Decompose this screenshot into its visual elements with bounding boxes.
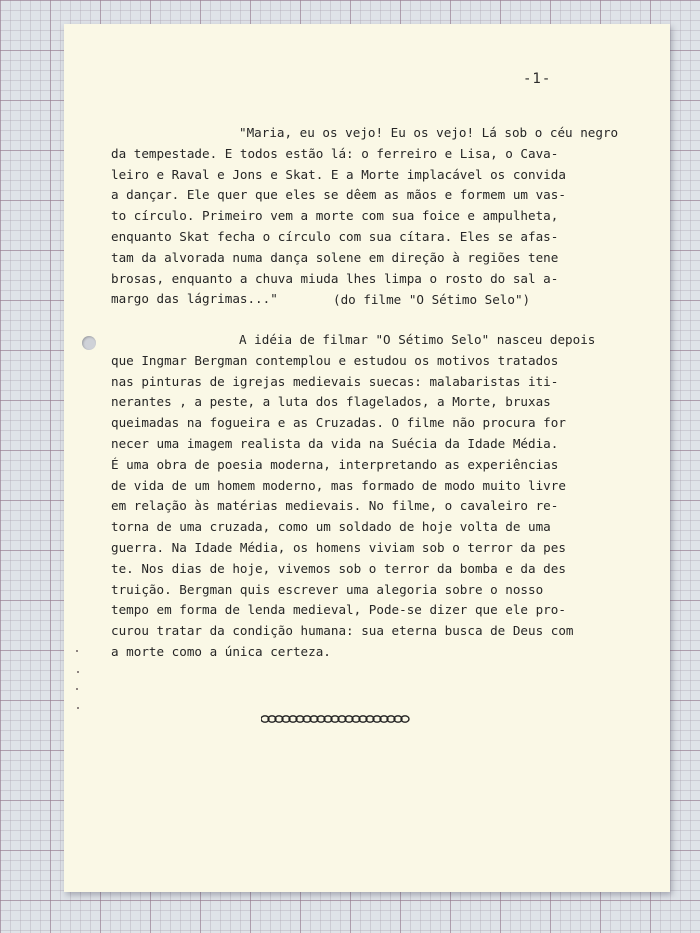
text-line: a morte como a única certeza. — [111, 643, 331, 659]
text-line: curou tratar da condição humana: sua eterna busca de Deus com — [111, 623, 574, 639]
ornamental-divider — [261, 713, 411, 725]
text-line: leiro e Raval e Jons e Skat. E a Morte implacável os convida — [111, 166, 566, 182]
text-line: margo das lágrimas..." — [111, 291, 278, 307]
punch-hole — [82, 336, 96, 350]
quote-attribution: (do filme "O Sétimo Selo") — [333, 292, 531, 307]
text-line: nas pinturas de igrejas medievais suecas: malabaristas iti- — [111, 373, 559, 389]
text-line: necer uma imagem realista da vida na Suécia da Idade Média. — [111, 435, 559, 451]
text-line: de vida de um homem moderno, mas formado de modo muito livre — [111, 477, 566, 493]
text-line: enquanto Skat fecha o círculo com sua cítara. Eles se afas- — [111, 228, 559, 244]
text-line: a dançar. Ele quer que eles se dêem as mãos e formem um vas- — [111, 187, 566, 203]
text-line: guerra. Na Idade Média, os homens viviam sob o terror da pes — [111, 539, 566, 555]
ink-speck — [76, 650, 78, 652]
text-line: tam da alvorada numa dança solene em direção à regiões tene — [111, 249, 559, 265]
text-line: brosas, enquanto a chuva miuda lhes limpa o rosto do sal a- — [111, 270, 559, 286]
text-line: em relação às matérias medievais. No filme, o cavaleiro re- — [111, 498, 559, 514]
text-line: tempo em forma de lenda medieval, Pode-se dizer que ele pro- — [111, 602, 566, 618]
text-line: A idéia de filmar "O Sétimo Selo" nasceu depois — [239, 332, 596, 347]
text-line: nerantes , a peste, a luta dos flagelados, a Morte, bruxas — [111, 394, 551, 410]
text-line: truição. Bergman quis escrever uma alegoria sobre o nosso — [111, 581, 544, 597]
page-number: -1- — [523, 71, 552, 87]
ink-speck — [77, 671, 79, 673]
text-line: que Ingmar Bergman contemplou e estudou os motivos tratados — [111, 352, 559, 368]
text-line: te. Nos dias de hoje, vivemos sob o terror da bomba e da des — [111, 560, 566, 576]
text-line: "Maria, eu os vejo! Eu os vejo! Lá sob o céu negro — [239, 125, 619, 140]
ink-speck — [77, 707, 79, 709]
text-line: torna de uma cruzada, como um soldado de hoje volta de uma — [111, 519, 551, 535]
body-paragraph — [111, 330, 636, 663]
ink-speck — [76, 688, 78, 690]
text-line: da tempestade. E todos estão lá: o ferreiro e Lisa, o Cava- — [111, 145, 559, 161]
text-line: É uma obra de poesia moderna, interpretando as experiências — [111, 456, 559, 472]
text-line: queimadas na fogueira e as Cruzadas. O filme não procura for — [111, 415, 566, 431]
text-line: to círculo. Primeiro vem a morte com sua foice e ampulheta, — [111, 208, 559, 224]
film-quote — [111, 123, 636, 310]
